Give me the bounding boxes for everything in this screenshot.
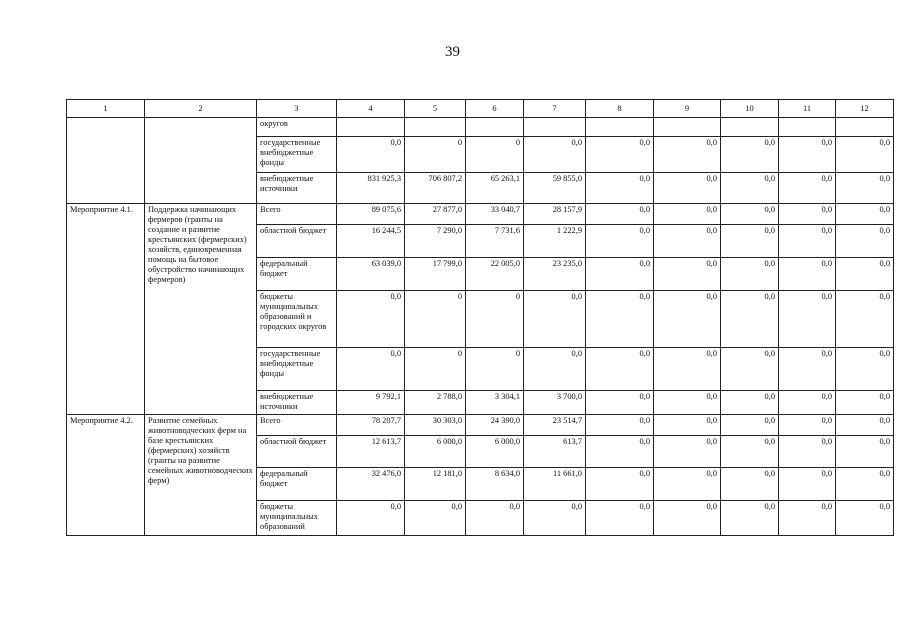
value-cell-col-4	[337, 118, 405, 137]
header-col-5: 5	[405, 100, 466, 118]
value-cell-col-11: 0,0	[779, 137, 836, 173]
header-col-10: 10	[721, 100, 779, 118]
value-cell-col-11: 0,0	[779, 204, 836, 225]
value-cell-col-4: 78 207,7	[337, 415, 405, 436]
value-cell-col-8	[586, 118, 654, 137]
value-cell-col-6: 0	[466, 348, 524, 391]
value-cell-col-12: 0,0	[836, 468, 894, 501]
value-cell-col-10: 0,0	[721, 468, 779, 501]
value-cell-col-9: 0,0	[654, 468, 721, 501]
value-cell-col-6: 0	[466, 291, 524, 348]
value-cell-col-11: 0,0	[779, 348, 836, 391]
value-cell-col-5: 0	[405, 137, 466, 173]
value-cell-col-8: 0,0	[586, 291, 654, 348]
value-cell-col-11: 0,0	[779, 468, 836, 501]
header-col-1: 1	[67, 100, 145, 118]
value-cell-col-4: 32 476,0	[337, 468, 405, 501]
funding-source: внебюджетные источники	[257, 173, 337, 204]
value-cell-col-10: 0,0	[721, 436, 779, 468]
value-cell-col-9: 0,0	[654, 391, 721, 415]
funding-source: Всего	[257, 415, 337, 436]
activity-label: Мероприятие 4.1.	[67, 204, 145, 415]
value-cell-col-6: 0,0	[466, 501, 524, 536]
value-cell-col-11	[779, 118, 836, 137]
header-col-6: 6	[466, 100, 524, 118]
funding-source: федеральный бюджет	[257, 468, 337, 501]
header-col-4: 4	[337, 100, 405, 118]
value-cell-col-5: 0,0	[405, 501, 466, 536]
value-cell-col-10: 0,0	[721, 137, 779, 173]
value-cell-col-8: 0,0	[586, 225, 654, 258]
value-cell-col-12: 0,0	[836, 348, 894, 391]
table-row	[67, 415, 894, 436]
funding-source: областной бюджет	[257, 436, 337, 468]
value-cell-col-12: 0,0	[836, 291, 894, 348]
value-cell-col-8: 0,0	[586, 436, 654, 468]
value-cell-col-5	[405, 118, 466, 137]
table-row	[67, 204, 894, 225]
value-cell-col-10: 0,0	[721, 173, 779, 204]
funding-source: бюджеты муниципальных образований и городских округов	[257, 291, 337, 348]
value-cell-col-7: 1 222,9	[524, 225, 586, 258]
value-cell-col-7: 0,0	[524, 137, 586, 173]
value-cell-col-11: 0,0	[779, 258, 836, 291]
value-cell-col-4: 89 075,6	[337, 204, 405, 225]
value-cell-col-5: 706 807,2	[405, 173, 466, 204]
value-cell-col-7: 3 700,0	[524, 391, 586, 415]
header-col-3: 3	[257, 100, 337, 118]
value-cell-col-5: 12 181,0	[405, 468, 466, 501]
value-cell-col-9	[654, 118, 721, 137]
value-cell-col-5: 0	[405, 348, 466, 391]
value-cell-col-7: 59 855,0	[524, 173, 586, 204]
value-cell-col-5: 2 788,0	[405, 391, 466, 415]
value-cell-col-6	[466, 118, 524, 137]
value-cell-col-9: 0,0	[654, 415, 721, 436]
value-cell-col-7: 0,0	[524, 348, 586, 391]
value-cell-col-4: 63 039,0	[337, 258, 405, 291]
value-cell-col-8: 0,0	[586, 173, 654, 204]
value-cell-col-11: 0,0	[779, 415, 836, 436]
value-cell-col-10: 0,0	[721, 415, 779, 436]
value-cell-col-9: 0,0	[654, 436, 721, 468]
value-cell-col-12: 0,0	[836, 173, 894, 204]
value-cell-col-4: 0,0	[337, 501, 405, 536]
value-cell-col-7: 613,7	[524, 436, 586, 468]
header-col-8: 8	[586, 100, 654, 118]
value-cell-col-11: 0,0	[779, 291, 836, 348]
table-row	[67, 118, 894, 137]
value-cell-col-12: 0,0	[836, 258, 894, 291]
value-cell-col-11: 0,0	[779, 225, 836, 258]
value-cell-col-7: 0,0	[524, 291, 586, 348]
value-cell-col-11: 0,0	[779, 436, 836, 468]
header-row	[67, 100, 894, 118]
value-cell-col-4: 0,0	[337, 348, 405, 391]
header-col-11: 11	[779, 100, 836, 118]
activity-label	[67, 118, 145, 204]
activity-description: Поддержка начинающих фермеров (гранты на создание и развитие крестьянских (фермерских) хозяйств, единовременная помощь на бытовое обустройство начинающих фермеров)	[145, 204, 257, 415]
value-cell-col-5: 6 000,0	[405, 436, 466, 468]
value-cell-col-12: 0,0	[836, 436, 894, 468]
value-cell-col-12: 0,0	[836, 204, 894, 225]
page-number: 39	[445, 44, 460, 60]
value-cell-col-10: 0,0	[721, 225, 779, 258]
header-col-7: 7	[524, 100, 586, 118]
value-cell-col-11: 0,0	[779, 173, 836, 204]
value-cell-col-12: 0,0	[836, 391, 894, 415]
value-cell-col-7: 23 235,0	[524, 258, 586, 291]
value-cell-col-10	[721, 118, 779, 137]
value-cell-col-8: 0,0	[586, 415, 654, 436]
value-cell-col-9: 0,0	[654, 258, 721, 291]
value-cell-col-10: 0,0	[721, 291, 779, 348]
value-cell-col-6: 33 040,7	[466, 204, 524, 225]
value-cell-col-6: 0	[466, 137, 524, 173]
value-cell-col-9: 0,0	[654, 137, 721, 173]
value-cell-col-11: 0,0	[779, 501, 836, 536]
value-cell-col-5: 30 303,0	[405, 415, 466, 436]
value-cell-col-12: 0,0	[836, 225, 894, 258]
value-cell-col-5: 7 290,0	[405, 225, 466, 258]
header-col-12: 12	[836, 100, 894, 118]
value-cell-col-4: 831 925,3	[337, 173, 405, 204]
value-cell-col-12: 0,0	[836, 415, 894, 436]
value-cell-col-6: 7 731,6	[466, 225, 524, 258]
value-cell-col-6: 22 005,0	[466, 258, 524, 291]
value-cell-col-5: 0	[405, 291, 466, 348]
value-cell-col-11: 0,0	[779, 391, 836, 415]
value-cell-col-4: 16 244,5	[337, 225, 405, 258]
value-cell-col-5: 27 877,0	[405, 204, 466, 225]
activity-description: Развитие семейных животноводческих ферм на базе крестьянских (фермерских) хозяйств (гранты на развитие семейных животноводческих ферм)	[145, 415, 257, 536]
value-cell-col-7: 28 157,9	[524, 204, 586, 225]
value-cell-col-10: 0,0	[721, 204, 779, 225]
value-cell-col-10: 0,0	[721, 391, 779, 415]
value-cell-col-8: 0,0	[586, 468, 654, 501]
value-cell-col-12	[836, 118, 894, 137]
value-cell-col-8: 0,0	[586, 501, 654, 536]
value-cell-col-7: 23 514,7	[524, 415, 586, 436]
value-cell-col-6: 8 634,0	[466, 468, 524, 501]
value-cell-col-12: 0,0	[836, 137, 894, 173]
value-cell-col-8: 0,0	[586, 137, 654, 173]
value-cell-col-9: 0,0	[654, 348, 721, 391]
value-cell-col-9: 0,0	[654, 225, 721, 258]
value-cell-col-6: 6 000,0	[466, 436, 524, 468]
value-cell-col-6: 24 390,0	[466, 415, 524, 436]
table-body	[67, 118, 894, 536]
value-cell-col-9: 0,0	[654, 173, 721, 204]
value-cell-col-10: 0,0	[721, 348, 779, 391]
value-cell-col-9: 0,0	[654, 501, 721, 536]
value-cell-col-7: 11 661,0	[524, 468, 586, 501]
funding-source: федеральный бюджет	[257, 258, 337, 291]
header-col-9: 9	[654, 100, 721, 118]
value-cell-col-4: 12 613,7	[337, 436, 405, 468]
value-cell-col-6: 3 304,1	[466, 391, 524, 415]
funding-source: бюджеты муниципальных образований	[257, 501, 337, 536]
value-cell-col-6: 65 263,1	[466, 173, 524, 204]
funding-source: Всего	[257, 204, 337, 225]
value-cell-col-10: 0,0	[721, 258, 779, 291]
header-col-2: 2	[145, 100, 257, 118]
value-cell-col-7	[524, 118, 586, 137]
funding-source: внебюджетные источники	[257, 391, 337, 415]
value-cell-col-8: 0,0	[586, 391, 654, 415]
funding-source: областной бюджет	[257, 225, 337, 258]
value-cell-col-12: 0,0	[836, 501, 894, 536]
value-cell-col-5: 17 799,0	[405, 258, 466, 291]
value-cell-col-10: 0,0	[721, 501, 779, 536]
activity-description	[145, 118, 257, 204]
value-cell-col-4: 0,0	[337, 291, 405, 348]
funding-source: государственные внебюджетные фонды	[257, 137, 337, 173]
funding-source: округов	[257, 118, 337, 137]
funding-source: государственные внебюджетные фонды	[257, 348, 337, 391]
value-cell-col-8: 0,0	[586, 348, 654, 391]
activity-label: Мероприятие 4.2.	[67, 415, 145, 536]
budget-table	[66, 99, 894, 536]
value-cell-col-7: 0,0	[524, 501, 586, 536]
value-cell-col-4: 0,0	[337, 137, 405, 173]
value-cell-col-4: 9 792,1	[337, 391, 405, 415]
value-cell-col-9: 0,0	[654, 291, 721, 348]
value-cell-col-8: 0,0	[586, 258, 654, 291]
value-cell-col-9: 0,0	[654, 204, 721, 225]
value-cell-col-8: 0,0	[586, 204, 654, 225]
